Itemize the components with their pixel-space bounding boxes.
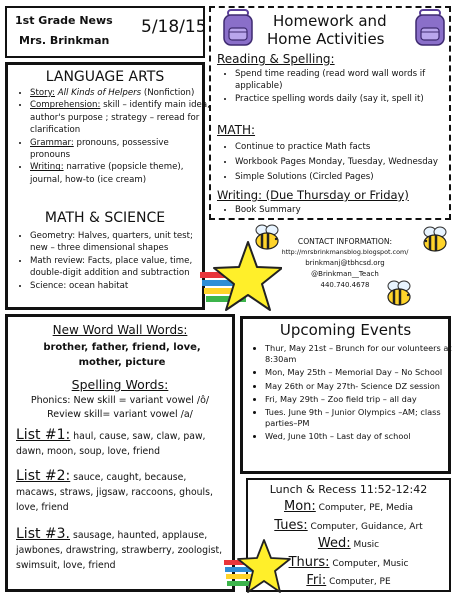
lunch-row-mon bbox=[248, 499, 449, 514]
list-item bbox=[30, 87, 210, 99]
review-skill: Review skill= variant vowel /a/ bbox=[47, 409, 193, 420]
math-science-title: MATH & SCIENCE bbox=[44, 210, 166, 226]
day-label: Thurs: bbox=[288, 555, 330, 570]
list-item: • Mon, May 25th – Memorial Day – No School bbox=[265, 367, 457, 378]
backpack-icon bbox=[220, 8, 256, 48]
reading-heading: Reading & Spelling: bbox=[217, 52, 335, 66]
writing-list bbox=[223, 204, 449, 216]
day-specials: Music bbox=[353, 540, 380, 550]
list-item: • Wed, June 10th – Last day of school bbox=[265, 431, 457, 442]
list-words: sausage, haunted, applause, jawbones, drawstring, strawberry, zoologist, swimsuit, love, friend bbox=[16, 530, 223, 571]
story-label: Story: bbox=[30, 88, 55, 98]
contact-info bbox=[270, 236, 420, 291]
day-label: Tues: bbox=[274, 518, 308, 533]
list-item bbox=[30, 137, 210, 162]
list-words: haul, cause, saw, claw, paw, dawn, moon, soup, love, friend bbox=[16, 431, 206, 457]
comprehension-text: skill – identify main idea, author's purpose ; strategy – reread for clarification bbox=[30, 100, 210, 136]
contact-email[interactable]: brinkmanj@tbhcsd.org bbox=[305, 259, 385, 267]
spelling-list-2 bbox=[16, 469, 230, 515]
list-label: List #3. bbox=[16, 526, 71, 542]
word-wall-title: New Word Wall Words: bbox=[52, 323, 188, 337]
list-words: sauce, caught, because, macaws, straws, jigsaw, raccoons, ghouls, love, friend bbox=[16, 472, 213, 513]
language-arts-title: LANGUAGE ARTS bbox=[45, 69, 165, 85]
day-specials: Computer, Guidance, Art bbox=[310, 522, 423, 532]
story-title: All Kinds of Helpers bbox=[57, 88, 142, 98]
math-list bbox=[223, 140, 457, 185]
list-item: • Simple Solutions (Circled Pages) bbox=[235, 170, 457, 185]
list-item: • Spend time reading (read word wall words if applicable) bbox=[235, 68, 449, 93]
word-wall-words: brother, father, friend, love, mother, picture bbox=[43, 342, 201, 368]
events-list bbox=[253, 343, 457, 443]
events-box bbox=[240, 316, 451, 474]
spelling-list-1 bbox=[16, 428, 230, 459]
list-item: • Practice spelling words daily (say it, spell it) bbox=[235, 93, 449, 105]
contact-twitter[interactable]: @Brinkman__Teach bbox=[311, 270, 379, 278]
day-specials: Computer, PE bbox=[329, 577, 391, 587]
grammar-label: Grammar: bbox=[30, 137, 74, 148]
homework-title-line1: Homework and bbox=[273, 12, 387, 30]
newsletter-date: 5/18/15 bbox=[141, 17, 207, 37]
list-item: • Fri, May 29th – Zoo field trip – all day bbox=[265, 394, 457, 405]
list-item: • May 26th or May 27th- Science DZ session bbox=[265, 381, 457, 392]
list-item: • Math review: Facts, place value, time, double-digit addition and subtraction bbox=[30, 255, 212, 280]
day-specials: Computer, PE, Media bbox=[318, 503, 413, 513]
teacher-name: Mrs. Brinkman bbox=[19, 34, 110, 47]
day-label: Wed: bbox=[317, 536, 351, 551]
list-label: List #1: bbox=[16, 427, 71, 443]
list-item: • Book Summary bbox=[235, 204, 449, 216]
list-item: • Workbook Pages Monday, Tuesday, Wednesday bbox=[235, 155, 457, 170]
reading-list bbox=[223, 68, 449, 105]
day-label: Fri: bbox=[306, 573, 327, 588]
language-arts-box bbox=[5, 62, 210, 310]
bee-icon bbox=[418, 226, 452, 256]
contact-phone: 440.740.4678 bbox=[320, 281, 370, 289]
writing-heading: Writing: (Due Thursday or Friday) bbox=[217, 188, 409, 202]
star-icon bbox=[198, 236, 282, 320]
language-arts-list bbox=[18, 87, 210, 186]
spelling-title: Spelling Words: bbox=[71, 377, 169, 392]
list-item: • Science: ocean habitat bbox=[30, 280, 212, 292]
list-item bbox=[30, 161, 210, 186]
events-title: Upcoming Events bbox=[279, 321, 412, 339]
writing-text: narrative (popsicle theme), journal, how-to (ice cream) bbox=[30, 162, 184, 185]
list-item: • Tues. June 9th – Junior Olympics –AM; class parties–PM bbox=[265, 407, 457, 429]
contact-title: CONTACT INFORMATION: bbox=[297, 237, 393, 246]
grammar-text: pronouns, possessive pronouns bbox=[30, 137, 169, 161]
star-icon bbox=[222, 536, 292, 598]
list-item: • Continue to practice Math facts bbox=[235, 140, 457, 155]
spelling-list-3 bbox=[16, 527, 230, 573]
spelling-box bbox=[5, 314, 235, 592]
homework-title-line2: Home Activities bbox=[267, 30, 385, 48]
story-genre: (Nonfiction) bbox=[143, 88, 195, 98]
comprehension-label: Comprehension: bbox=[30, 100, 101, 111]
writing-label: Writing: bbox=[30, 162, 64, 173]
lunch-row-tues bbox=[248, 518, 449, 533]
day-specials: Computer, Music bbox=[332, 559, 409, 569]
day-label: Mon: bbox=[283, 499, 316, 514]
list-item: • Geometry: Halves, quarters, unit test; new – three dimensional shapes bbox=[30, 230, 212, 255]
backpack-icon bbox=[412, 8, 448, 48]
newsletter-title: 1st Grade News bbox=[15, 14, 113, 27]
lunch-title: Lunch & Recess 11:52-12:42 bbox=[269, 483, 428, 496]
list-item: • Thur, May 21st – Brunch for our volunteers at 8:30am bbox=[265, 343, 457, 365]
list-label: List #2: bbox=[16, 468, 71, 484]
phonics-skill: Phonics: New skill = variant vowel /ô/ bbox=[30, 395, 210, 406]
math-heading: MATH: bbox=[217, 123, 256, 137]
contact-blog[interactable]: http://mrsbrinkmansblog.blogspot.com/ bbox=[281, 248, 409, 256]
list-item bbox=[30, 99, 210, 136]
math-science-list bbox=[18, 230, 212, 292]
header-box bbox=[5, 6, 205, 58]
